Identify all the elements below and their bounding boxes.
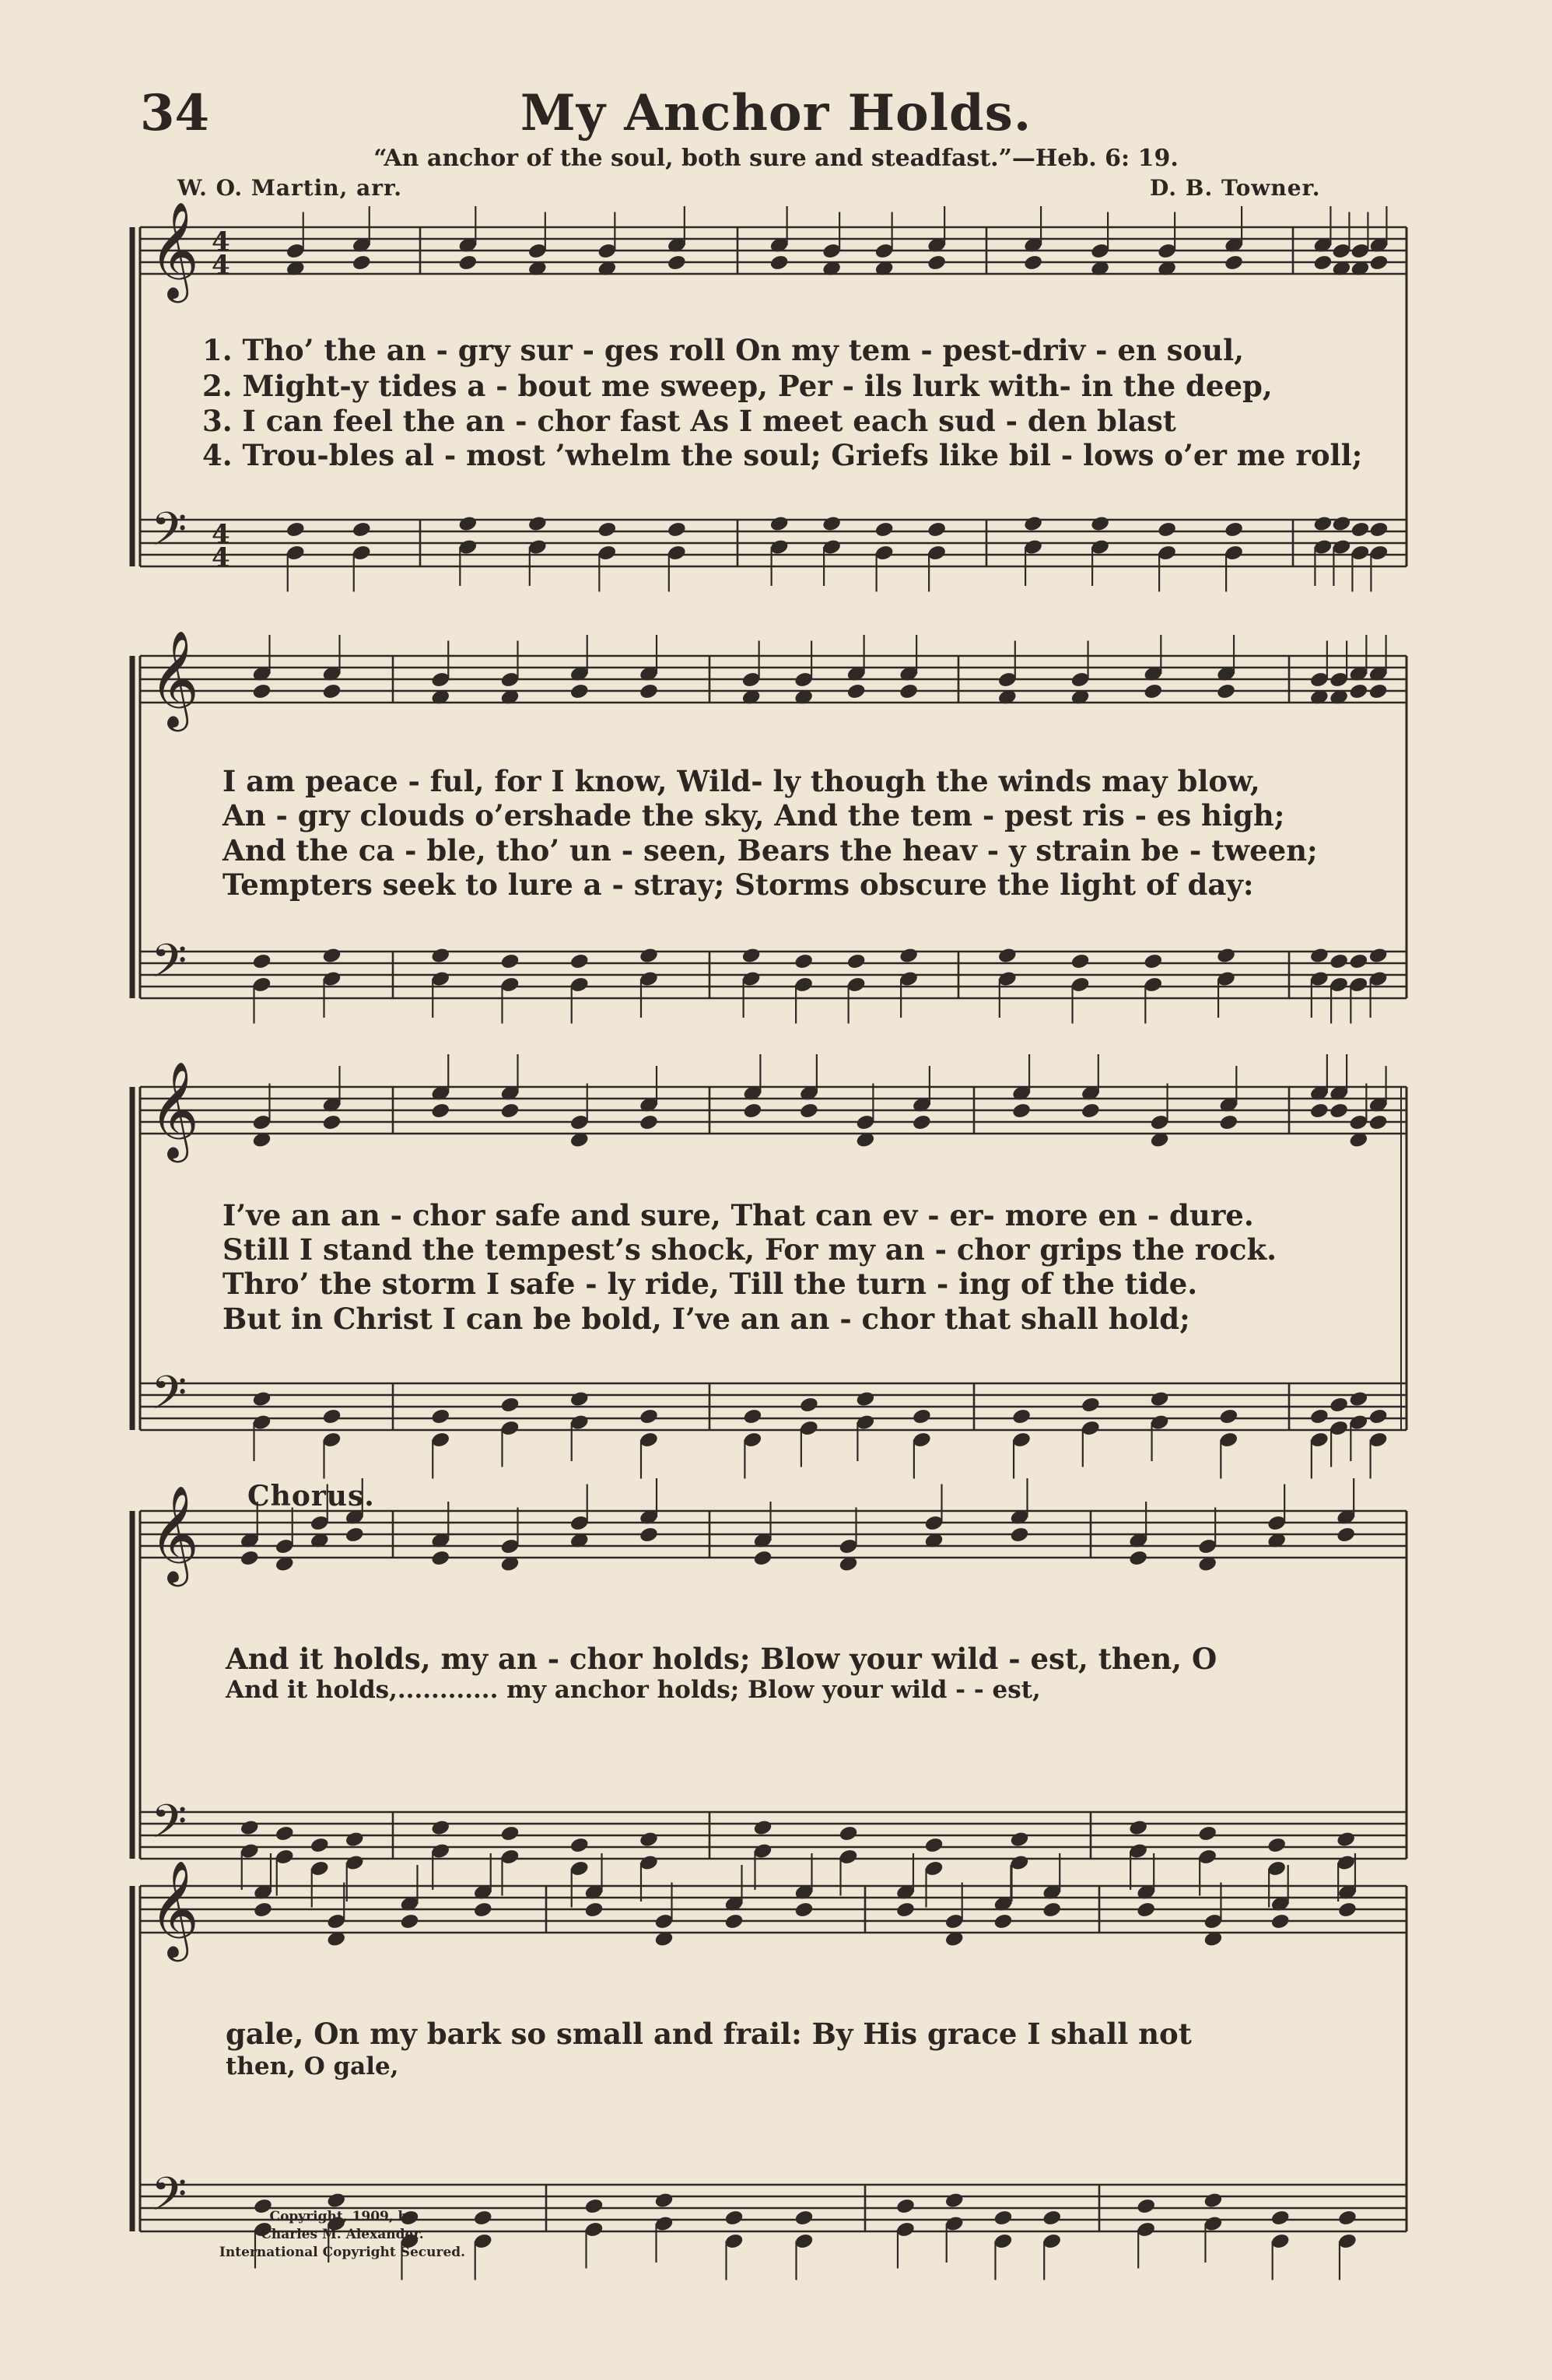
treble-clef-icon: 𝄞 bbox=[149, 630, 199, 727]
bass-note bbox=[321, 947, 342, 965]
bass-note bbox=[742, 1407, 762, 1425]
treble-note bbox=[430, 1102, 450, 1120]
treble-note bbox=[752, 1549, 772, 1567]
bass-note bbox=[527, 515, 548, 533]
bass-note bbox=[895, 2197, 916, 2215]
bass-note bbox=[912, 1407, 932, 1425]
chorus-line-2: gale, On my bark so small and frail: By His grace I shall not bbox=[226, 2017, 1192, 2051]
treble-note bbox=[253, 1901, 273, 1919]
treble-note bbox=[895, 1901, 916, 1919]
treble-note bbox=[352, 254, 372, 272]
bass-note bbox=[1023, 515, 1043, 533]
bass-note bbox=[1070, 952, 1090, 970]
bass-note bbox=[1197, 1824, 1217, 1842]
bass-note bbox=[639, 1407, 659, 1425]
time-signature: 4 bbox=[212, 250, 230, 281]
bass-note bbox=[1143, 952, 1163, 970]
scripture-epigraph: “An anchor of the soul, both sure and steadfast.”—Heb. 6: 19. bbox=[373, 145, 1179, 172]
bass-note bbox=[752, 1819, 772, 1837]
bass-note bbox=[944, 2192, 965, 2210]
treble-note bbox=[1337, 1901, 1358, 1919]
treble-note bbox=[583, 1901, 604, 1919]
verse-1-line-2: I am peace - ful, for I know, Wild- ly though the winds may blow, bbox=[222, 764, 1260, 798]
bass-note bbox=[927, 521, 947, 538]
copyright-line: Charles M. Alexander. bbox=[261, 2227, 424, 2242]
treble-note bbox=[912, 1113, 932, 1131]
bass-note bbox=[874, 521, 895, 538]
bass-note bbox=[597, 521, 617, 538]
bass-note bbox=[251, 1390, 272, 1408]
bass-note bbox=[1149, 1390, 1169, 1408]
bass-note bbox=[1270, 2209, 1291, 2227]
bass-note bbox=[1224, 521, 1244, 538]
treble-note bbox=[794, 1901, 814, 1919]
treble-note bbox=[799, 1102, 819, 1120]
treble-note bbox=[639, 682, 659, 700]
bass-note bbox=[899, 947, 919, 965]
bass-note bbox=[1081, 1396, 1101, 1414]
treble-note bbox=[569, 682, 590, 700]
bass-note bbox=[1337, 2209, 1358, 2227]
bass-note bbox=[1368, 1407, 1389, 1425]
verse-3-line-3: Thro’ the storm I safe - ly ride, Till the turn - ing of the tide. bbox=[222, 1267, 1198, 1301]
bass-note bbox=[499, 952, 520, 970]
bass-note bbox=[1128, 1819, 1148, 1837]
treble-note bbox=[927, 254, 947, 272]
bass-note bbox=[1309, 947, 1330, 965]
treble-note bbox=[1224, 254, 1244, 272]
treble-note bbox=[846, 682, 867, 700]
bass-note bbox=[1350, 521, 1370, 538]
bass-clef-icon: 𝄢 bbox=[151, 1365, 187, 1431]
treble-note bbox=[321, 1113, 342, 1131]
bass-note bbox=[794, 952, 814, 970]
treble-note bbox=[899, 682, 919, 700]
treble-clef-icon: 𝄞 bbox=[149, 1061, 199, 1158]
treble-note bbox=[1348, 682, 1368, 700]
bass-note bbox=[1312, 515, 1333, 533]
bass-note bbox=[310, 1836, 330, 1854]
treble-clef-icon: 𝄞 bbox=[149, 1860, 199, 1958]
verse-2-line-1: 2. Might-y tides a - bout me sweep, Per - ils lurk with- in the deep, bbox=[202, 369, 1273, 403]
treble-note bbox=[1329, 1102, 1349, 1120]
treble-clef-icon: 𝄞 bbox=[149, 1485, 199, 1583]
bass-note bbox=[569, 1390, 590, 1408]
bass-note bbox=[1348, 952, 1368, 970]
bass-note bbox=[430, 1407, 450, 1425]
treble-note bbox=[1023, 254, 1043, 272]
bass-note bbox=[1266, 1836, 1287, 1854]
treble-note bbox=[399, 1912, 419, 1930]
verse-3-line-1: 3. I can feel the an - chor fast As I meet each sud - den blast bbox=[202, 404, 1176, 438]
chorus-label: Chorus. bbox=[247, 1480, 375, 1512]
bass-note bbox=[1329, 952, 1349, 970]
bass-note bbox=[1203, 2192, 1223, 2210]
bass-note bbox=[993, 2209, 1013, 2227]
bass-note bbox=[997, 947, 1018, 965]
bass-note bbox=[1368, 947, 1389, 965]
bass-note bbox=[430, 947, 450, 965]
treble-note bbox=[1368, 254, 1389, 272]
verse-1-line-3: I’ve an an - chor safe and sure, That can ev - er- more en - dure. bbox=[222, 1198, 1254, 1232]
bass-note bbox=[1336, 1831, 1356, 1849]
bass-clef-icon: 𝄢 bbox=[151, 502, 187, 567]
bass-clef-icon: 𝄢 bbox=[151, 934, 187, 999]
time-signature: 4 bbox=[212, 519, 230, 550]
copyright-line: International Copyright Secured. bbox=[219, 2245, 466, 2260]
treble-note bbox=[1136, 1901, 1156, 1919]
bass-note bbox=[457, 515, 478, 533]
bass-note bbox=[1216, 947, 1236, 965]
bass-note bbox=[799, 1396, 819, 1414]
treble-note bbox=[723, 1912, 744, 1930]
treble-note bbox=[251, 682, 272, 700]
treble-clef-icon: 𝄞 bbox=[149, 202, 199, 299]
bass-note bbox=[251, 952, 272, 970]
treble-note bbox=[769, 254, 790, 272]
bass-clef-icon: 𝄢 bbox=[151, 2167, 187, 2232]
bass-note bbox=[240, 1819, 260, 1837]
bass-clef-icon: 𝄢 bbox=[151, 1794, 187, 1859]
page-number: 34 bbox=[140, 84, 210, 142]
bass-note bbox=[741, 947, 762, 965]
bass-note bbox=[1218, 1407, 1238, 1425]
bass-note bbox=[855, 1390, 875, 1408]
bass-note bbox=[1329, 1396, 1349, 1414]
bass-note bbox=[326, 2192, 346, 2210]
verse-3-line-2: And the ca - ble, tho’ un - seen, Bears the heav - y strain be - tween; bbox=[222, 833, 1318, 868]
treble-note bbox=[742, 1102, 762, 1120]
treble-note bbox=[993, 1912, 1013, 1930]
bass-note bbox=[794, 2209, 814, 2227]
bass-note bbox=[923, 1836, 944, 1854]
treble-note bbox=[430, 1549, 450, 1567]
bass-note bbox=[838, 1824, 858, 1842]
arranger-credit: W. O. Martin, arr. bbox=[177, 175, 402, 201]
bass-note bbox=[1011, 1407, 1032, 1425]
bass-note bbox=[723, 2209, 744, 2227]
bass-note bbox=[352, 521, 372, 538]
verse-4-line-1: 4. Trou-bles al - most ’whelm the soul; Griefs like bil - lows o’er me roll; bbox=[202, 438, 1363, 472]
treble-note bbox=[1336, 1526, 1356, 1544]
copyright-notice bbox=[187, 2208, 498, 2262]
verse-1-line-1: 1. Tho’ the an - gry sur - ges roll On my tem - pest-driv - en soul, bbox=[202, 333, 1245, 367]
treble-note bbox=[345, 1526, 365, 1544]
treble-note bbox=[1270, 1912, 1291, 1930]
verse-4-line-3: But in Christ I can be bold, I’ve an an - chor that shall hold; bbox=[222, 1302, 1190, 1336]
verse-2-line-3: Still I stand the tempest’s shock, For my an - chor grips the rock. bbox=[222, 1232, 1277, 1267]
bass-note bbox=[569, 1836, 590, 1854]
bass-note bbox=[846, 952, 867, 970]
treble-note bbox=[473, 1901, 493, 1919]
treble-note bbox=[457, 254, 478, 272]
chorus-echo-line-2: then, O gale, bbox=[226, 2052, 399, 2080]
treble-note bbox=[1368, 1113, 1389, 1131]
bass-note bbox=[639, 947, 659, 965]
treble-note bbox=[1128, 1549, 1148, 1567]
treble-note bbox=[1312, 254, 1333, 272]
time-signature: 4 bbox=[212, 226, 230, 258]
treble-note bbox=[667, 254, 687, 272]
bass-note bbox=[1368, 521, 1389, 538]
bass-note bbox=[1157, 521, 1177, 538]
treble-note bbox=[1309, 1102, 1330, 1120]
bass-note bbox=[499, 1396, 520, 1414]
treble-note bbox=[1143, 682, 1163, 700]
treble-note bbox=[499, 1102, 520, 1120]
treble-note bbox=[1218, 1113, 1238, 1131]
bass-note bbox=[769, 515, 790, 533]
bass-note bbox=[583, 2197, 604, 2215]
bass-note bbox=[430, 1819, 450, 1837]
verse-4-line-2: Tempters seek to lure a - stray; Storms obscure the light of day: bbox=[222, 868, 1254, 902]
bass-note bbox=[1136, 2197, 1156, 2215]
bass-note bbox=[321, 1407, 342, 1425]
bass-note bbox=[667, 521, 687, 538]
bass-note bbox=[1309, 1407, 1330, 1425]
chorus-line-1: And it holds, my an - chor holds; Blow your wild - est, then, O bbox=[226, 1642, 1217, 1676]
copyright-line: Copyright, 1909, by bbox=[269, 2209, 415, 2224]
treble-note bbox=[240, 1549, 260, 1567]
bass-note bbox=[275, 1824, 295, 1842]
treble-note bbox=[1081, 1102, 1101, 1120]
treble-note bbox=[639, 1526, 659, 1544]
bass-note bbox=[286, 521, 306, 538]
bass-note bbox=[1009, 1831, 1029, 1849]
treble-note bbox=[1011, 1102, 1032, 1120]
bass-note bbox=[1042, 2209, 1062, 2227]
bass-note bbox=[499, 1824, 520, 1842]
bass-note bbox=[1348, 1390, 1368, 1408]
treble-note bbox=[639, 1113, 659, 1131]
treble-note bbox=[1042, 1901, 1062, 1919]
bass-note bbox=[1090, 515, 1110, 533]
bass-note bbox=[569, 952, 590, 970]
verse-2-line-2: An - gry clouds o’ershade the sky, And the tem - pest ris - es high; bbox=[222, 798, 1285, 832]
hymn-title: My Anchor Holds. bbox=[520, 84, 1032, 142]
bass-note bbox=[653, 2192, 674, 2210]
composer-credit: D. B. Towner. bbox=[1150, 175, 1321, 201]
treble-note bbox=[1368, 682, 1389, 700]
time-signature: 4 bbox=[212, 542, 230, 573]
bass-note bbox=[1331, 515, 1351, 533]
bass-note bbox=[822, 515, 842, 533]
treble-note bbox=[321, 682, 342, 700]
bass-note bbox=[639, 1831, 659, 1849]
bass-note bbox=[345, 1831, 365, 1849]
chorus-echo-line-1: And it holds,............ my anchor holds; Blow your wild - - est, bbox=[226, 1676, 1041, 1704]
treble-note bbox=[1216, 682, 1236, 700]
treble-note bbox=[1009, 1526, 1029, 1544]
